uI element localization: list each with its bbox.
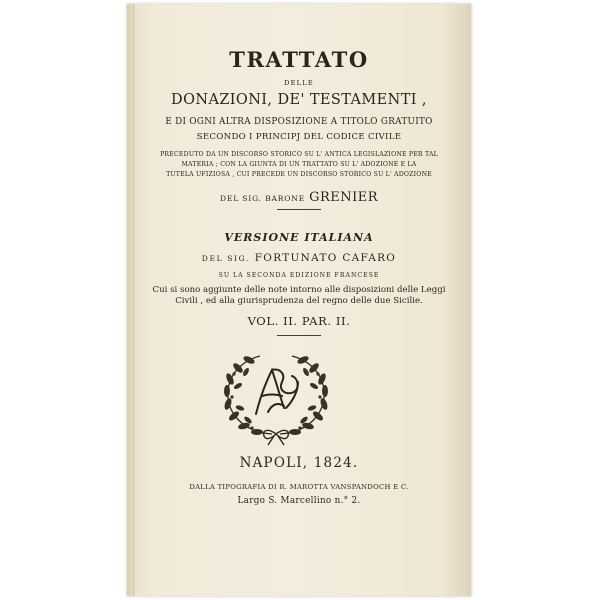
printer-line: DALLA TIPOGRAFIA DI R. MAROTTA VANSPANDOCH E C. <box>189 483 409 491</box>
printer-address: Largo S. Marcellino n.° 2. <box>237 496 361 506</box>
author-name: GRENIER <box>309 190 379 205</box>
notes-line-1: Cui si sono aggiunte delle note intorno alle disposizioni delle Leggi <box>152 285 446 295</box>
divider-rule <box>277 209 321 210</box>
notes-line-2: Civili , ed alla giurisprudenza del regno delle due Sicilie. <box>175 296 423 306</box>
wreath-monogram-emblem <box>212 346 340 446</box>
preface-line-3: TUTELA UFIZIOSA , CUI PRECEDE UN DISCORSO STORICO SU L' ADOZIONE <box>166 171 432 178</box>
title-page <box>127 4 471 596</box>
place-date: NAPOLI, 1824. <box>239 455 359 471</box>
author-line <box>127 190 471 205</box>
volume-label: VOL. II. PAR. II. <box>247 314 351 328</box>
divider-rule <box>277 335 321 336</box>
book-title: TRATTATO <box>229 47 369 72</box>
author-prefix: DEL SIG. BARONE <box>219 194 306 203</box>
version-heading: VERSIONE ITALIANA <box>224 231 374 244</box>
translator-name: FORTUNATO CAFARO <box>254 252 397 264</box>
preface-line-1: PRECEDUTO DA UN DISCORSO STORICO SU L' ANTICA LEGISLAZIONE PER TAL <box>160 151 438 158</box>
translator-line <box>127 252 471 264</box>
subtitle-line-a: E DI OGNI ALTRA DISPOSIZIONE A TITOLO GRATUITO <box>165 117 433 127</box>
book-subtitle: DONAZIONI, DE' TESTAMENTI , <box>171 92 427 108</box>
preface-line-2: MATERIA ; CON LA GIUNTA DI UN TRATTATO SU L' ADOZIONE E LA <box>181 161 417 168</box>
subtitle-line-b: SECONDO I PRINCIPJ DEL CODICE CIVILE <box>196 132 402 142</box>
edition-note: SU LA SECONDA EDIZIONE FRANCESE <box>218 272 380 279</box>
title-connector: DELLE <box>284 79 314 87</box>
translator-prefix: DEL SIG. <box>201 254 251 263</box>
